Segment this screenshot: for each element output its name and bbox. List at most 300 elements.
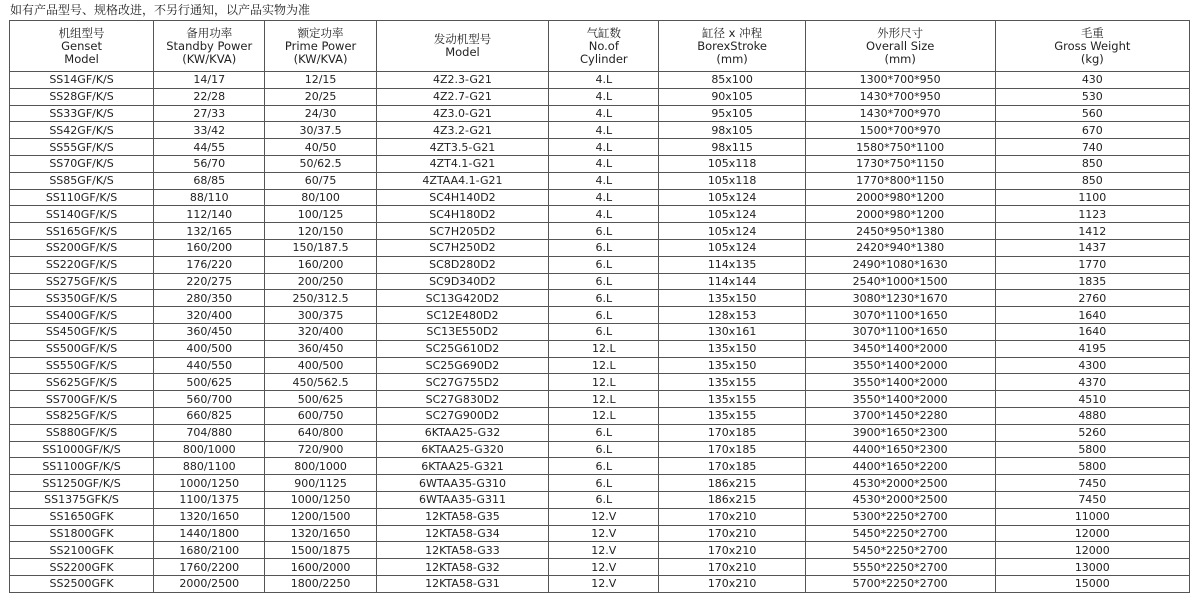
cell-cylinders: 12.V — [549, 575, 659, 592]
column-header-line: 机组型号 — [58, 25, 105, 40]
cell-gross-weight: 4300 — [995, 357, 1189, 374]
column-header-line: (mm) — [716, 51, 748, 66]
cell-engine-model: SC27G900D2 — [376, 407, 548, 424]
cell-prime-power: 200/250 — [265, 273, 376, 290]
table-row — [10, 323, 1190, 340]
cell-overall-size: 1500*700*970 — [805, 122, 995, 139]
column-header-prime-power — [265, 21, 376, 72]
cell-cylinders: 6.L — [549, 256, 659, 273]
cell-cylinders: 4.L — [549, 72, 659, 89]
cell-engine-model: SC13G420D2 — [376, 290, 548, 307]
cell-cylinders: 4.L — [549, 189, 659, 206]
cell-standby-power: 27/33 — [154, 105, 265, 122]
cell-prime-power: 80/100 — [265, 189, 376, 206]
cell-cylinders: 6.L — [549, 223, 659, 240]
cell-prime-power: 1800/2250 — [265, 575, 376, 592]
cell-overall-size: 3550*1400*2000 — [805, 357, 995, 374]
cell-overall-size: 3550*1400*2000 — [805, 374, 995, 391]
cell-cylinders: 6.L — [549, 307, 659, 324]
cell-gross-weight: 13000 — [995, 559, 1189, 576]
cell-bore-stroke: 170x210 — [659, 525, 805, 542]
cell-standby-power: 176/220 — [154, 256, 265, 273]
cell-gross-weight: 4370 — [995, 374, 1189, 391]
cell-standby-power: 704/880 — [154, 424, 265, 441]
cell-gross-weight: 15000 — [995, 575, 1189, 592]
cell-engine-model: 12KTA58-G34 — [376, 525, 548, 542]
column-header-cylinders — [549, 21, 659, 72]
cell-standby-power: 22/28 — [154, 88, 265, 105]
cell-gross-weight: 530 — [995, 88, 1189, 105]
cell-engine-model: SC4H180D2 — [376, 206, 548, 223]
cell-bore-stroke: 170x210 — [659, 508, 805, 525]
table-row — [10, 256, 1190, 273]
cell-overall-size: 3900*1650*2300 — [805, 424, 995, 441]
cell-prime-power: 1000/1250 — [265, 491, 376, 508]
cell-standby-power: 2000/2500 — [154, 575, 265, 592]
table-row — [10, 88, 1190, 105]
cell-standby-power: 68/85 — [154, 172, 265, 189]
cell-overall-size: 2450*950*1380 — [805, 223, 995, 240]
cell-engine-model: 6KTAA25-G32 — [376, 424, 548, 441]
cell-prime-power: 160/200 — [265, 256, 376, 273]
cell-model: SS70GF/K/S — [10, 155, 154, 172]
cell-overall-size: 5450*2250*2700 — [805, 542, 995, 559]
column-header-standby-power — [154, 21, 265, 72]
column-header-overall-size — [805, 21, 995, 72]
cell-overall-size: 5700*2250*2700 — [805, 575, 995, 592]
column-header-line: 备用功率 — [186, 25, 233, 40]
genset-spec-table — [9, 20, 1190, 593]
cell-engine-model: 12KTA58-G35 — [376, 508, 548, 525]
cell-prime-power: 360/450 — [265, 340, 376, 357]
cell-bore-stroke: 105x118 — [659, 155, 805, 172]
cell-prime-power: 250/312.5 — [265, 290, 376, 307]
cell-model: SS700GF/K/S — [10, 391, 154, 408]
cell-overall-size: 5300*2250*2700 — [805, 508, 995, 525]
cell-overall-size: 1300*700*950 — [805, 72, 995, 89]
cell-overall-size: 4400*1650*2300 — [805, 441, 995, 458]
cell-overall-size: 1730*750*1150 — [805, 155, 995, 172]
header-row — [10, 21, 1190, 72]
cell-prime-power: 20/25 — [265, 88, 376, 105]
cell-prime-power: 120/150 — [265, 223, 376, 240]
cell-engine-model: SC8D280D2 — [376, 256, 548, 273]
cell-gross-weight: 1412 — [995, 223, 1189, 240]
cell-bore-stroke: 170x210 — [659, 559, 805, 576]
cell-cylinders: 12.V — [549, 559, 659, 576]
cell-standby-power: 14/17 — [154, 72, 265, 89]
column-header-gross-weight — [995, 21, 1189, 72]
cell-bore-stroke: 170x185 — [659, 424, 805, 441]
cell-engine-model: 6WTAA35-G311 — [376, 491, 548, 508]
cell-bore-stroke: 130x161 — [659, 323, 805, 340]
cell-gross-weight: 5800 — [995, 458, 1189, 475]
cell-bore-stroke: 105x124 — [659, 206, 805, 223]
cell-cylinders: 4.L — [549, 206, 659, 223]
cell-standby-power: 660/825 — [154, 407, 265, 424]
table-row — [10, 72, 1190, 89]
cell-model: SS500GF/K/S — [10, 340, 154, 357]
cell-gross-weight: 12000 — [995, 525, 1189, 542]
cell-bore-stroke: 186x215 — [659, 475, 805, 492]
disclaimer-note: 如有产品型号、规格改进，不另行通知，以产品实物为准 — [10, 3, 311, 17]
cell-engine-model: 4ZTAA4.1-G21 — [376, 172, 548, 189]
cell-bore-stroke: 170x185 — [659, 441, 805, 458]
cell-cylinders: 4.L — [549, 172, 659, 189]
cell-bore-stroke: 85x100 — [659, 72, 805, 89]
cell-model: SS1100GF/K/S — [10, 458, 154, 475]
cell-prime-power: 12/15 — [265, 72, 376, 89]
cell-model: SS28GF/K/S — [10, 88, 154, 105]
cell-prime-power: 640/800 — [265, 424, 376, 441]
column-header-bore-stroke — [659, 21, 805, 72]
cell-gross-weight: 5800 — [995, 441, 1189, 458]
cell-cylinders: 12.V — [549, 525, 659, 542]
cell-model: SS1250GF/K/S — [10, 475, 154, 492]
cell-gross-weight: 2760 — [995, 290, 1189, 307]
cell-overall-size: 2000*980*1200 — [805, 189, 995, 206]
column-header-line: Genset — [61, 38, 102, 53]
cell-standby-power: 1000/1250 — [154, 475, 265, 492]
cell-overall-size: 3700*1450*2280 — [805, 407, 995, 424]
column-header-line: Model — [64, 51, 99, 66]
cell-cylinders: 6.L — [549, 239, 659, 256]
column-header-line: No.of — [588, 38, 619, 53]
cell-prime-power: 450/562.5 — [265, 374, 376, 391]
column-header-line: (kg) — [1080, 51, 1104, 66]
cell-gross-weight: 12000 — [995, 542, 1189, 559]
table-row — [10, 105, 1190, 122]
column-header-line: 外形尺寸 — [877, 25, 924, 40]
cell-standby-power: 160/200 — [154, 239, 265, 256]
cell-engine-model: 12KTA58-G31 — [376, 575, 548, 592]
cell-prime-power: 300/375 — [265, 307, 376, 324]
cell-gross-weight: 850 — [995, 172, 1189, 189]
column-header-line: 毛重 — [1080, 25, 1104, 40]
cell-bore-stroke: 128x153 — [659, 307, 805, 324]
cell-engine-model: 12KTA58-G33 — [376, 542, 548, 559]
cell-overall-size: 1580*750*1100 — [805, 139, 995, 156]
cell-gross-weight: 1437 — [995, 239, 1189, 256]
table-row — [10, 189, 1190, 206]
cell-bore-stroke: 170x185 — [659, 458, 805, 475]
table-row — [10, 458, 1190, 475]
cell-model: SS2100GFK — [10, 542, 154, 559]
table-row — [10, 374, 1190, 391]
cell-cylinders: 6.L — [549, 458, 659, 475]
cell-model: SS2500GFK — [10, 575, 154, 592]
table-row — [10, 155, 1190, 172]
cell-standby-power: 1760/2200 — [154, 559, 265, 576]
column-header-line: Overall Size — [865, 38, 935, 53]
cell-engine-model: SC12E480D2 — [376, 307, 548, 324]
cell-gross-weight: 850 — [995, 155, 1189, 172]
cell-model: SS2200GFK — [10, 559, 154, 576]
cell-standby-power: 400/500 — [154, 340, 265, 357]
cell-overall-size: 4530*2000*2500 — [805, 475, 995, 492]
column-header-model — [10, 21, 154, 72]
cell-prime-power: 150/187.5 — [265, 239, 376, 256]
cell-prime-power: 100/125 — [265, 206, 376, 223]
cell-model: SS42GF/K/S — [10, 122, 154, 139]
cell-model: SS1800GFK — [10, 525, 154, 542]
cell-overall-size: 1430*700*970 — [805, 105, 995, 122]
cell-gross-weight: 4195 — [995, 340, 1189, 357]
cell-overall-size: 1430*700*950 — [805, 88, 995, 105]
cell-gross-weight: 740 — [995, 139, 1189, 156]
cell-cylinders: 6.L — [549, 441, 659, 458]
cell-engine-model: SC27G755D2 — [376, 374, 548, 391]
cell-bore-stroke: 114x144 — [659, 273, 805, 290]
cell-standby-power: 280/350 — [154, 290, 265, 307]
table-header — [10, 21, 1190, 72]
cell-model: SS350GF/K/S — [10, 290, 154, 307]
cell-gross-weight: 5260 — [995, 424, 1189, 441]
cell-standby-power: 320/400 — [154, 307, 265, 324]
cell-bore-stroke: 135x155 — [659, 374, 805, 391]
cell-cylinders: 6.L — [549, 424, 659, 441]
cell-engine-model: SC25G690D2 — [376, 357, 548, 374]
cell-overall-size: 1770*800*1150 — [805, 172, 995, 189]
cell-prime-power: 600/750 — [265, 407, 376, 424]
cell-model: SS1650GFK — [10, 508, 154, 525]
cell-cylinders: 6.L — [549, 475, 659, 492]
column-header-line: 发动机型号 — [433, 32, 492, 46]
cell-bore-stroke: 105x124 — [659, 189, 805, 206]
cell-prime-power: 320/400 — [265, 323, 376, 340]
table-row — [10, 223, 1190, 240]
cell-prime-power: 24/30 — [265, 105, 376, 122]
cell-standby-power: 560/700 — [154, 391, 265, 408]
cell-engine-model: 12KTA58-G32 — [376, 559, 548, 576]
column-header-line: (KW/KVA) — [182, 51, 237, 66]
cell-bore-stroke: 105x118 — [659, 172, 805, 189]
cell-engine-model: 4ZT4.1-G21 — [376, 155, 548, 172]
cell-engine-model: SC27G830D2 — [376, 391, 548, 408]
cell-standby-power: 1320/1650 — [154, 508, 265, 525]
cell-gross-weight: 7450 — [995, 491, 1189, 508]
cell-gross-weight: 1123 — [995, 206, 1189, 223]
cell-overall-size: 2420*940*1380 — [805, 239, 995, 256]
cell-overall-size: 2490*1080*1630 — [805, 256, 995, 273]
cell-prime-power: 60/75 — [265, 172, 376, 189]
cell-cylinders: 12.V — [549, 542, 659, 559]
table-row — [10, 340, 1190, 357]
cell-standby-power: 1680/2100 — [154, 542, 265, 559]
cell-prime-power: 1500/1875 — [265, 542, 376, 559]
cell-prime-power: 40/50 — [265, 139, 376, 156]
cell-gross-weight: 4510 — [995, 391, 1189, 408]
cell-cylinders: 4.L — [549, 139, 659, 156]
cell-model: SS165GF/K/S — [10, 223, 154, 240]
table-row — [10, 424, 1190, 441]
cell-prime-power: 720/900 — [265, 441, 376, 458]
cell-gross-weight: 1835 — [995, 273, 1189, 290]
table-row — [10, 407, 1190, 424]
cell-engine-model: 4Z2.7-G21 — [376, 88, 548, 105]
cell-cylinders: 12.V — [549, 508, 659, 525]
table-row — [10, 575, 1190, 592]
column-header-engine-model — [376, 21, 548, 72]
cell-cylinders: 12.L — [549, 391, 659, 408]
table-row — [10, 357, 1190, 374]
cell-standby-power: 440/550 — [154, 357, 265, 374]
column-header-line: Model — [445, 45, 480, 59]
cell-engine-model: 4ZT3.5-G21 — [376, 139, 548, 156]
cell-model: SS14GF/K/S — [10, 72, 154, 89]
cell-bore-stroke: 105x124 — [659, 239, 805, 256]
cell-standby-power: 56/70 — [154, 155, 265, 172]
cell-model: SS275GF/K/S — [10, 273, 154, 290]
cell-bore-stroke: 186x215 — [659, 491, 805, 508]
cell-prime-power: 1320/1650 — [265, 525, 376, 542]
cell-gross-weight: 1640 — [995, 323, 1189, 340]
cell-cylinders: 6.L — [549, 491, 659, 508]
column-header-line: BorexStroke — [697, 38, 767, 53]
table-body — [10, 72, 1190, 593]
cell-cylinders: 12.L — [549, 340, 659, 357]
cell-cylinders: 12.L — [549, 357, 659, 374]
cell-engine-model: 4Z3.2-G21 — [376, 122, 548, 139]
cell-cylinders: 4.L — [549, 105, 659, 122]
cell-cylinders: 6.L — [549, 323, 659, 340]
cell-model: SS1000GF/K/S — [10, 441, 154, 458]
cell-overall-size: 2000*980*1200 — [805, 206, 995, 223]
cell-overall-size: 5450*2250*2700 — [805, 525, 995, 542]
cell-bore-stroke: 90x105 — [659, 88, 805, 105]
cell-model: SS55GF/K/S — [10, 139, 154, 156]
cell-prime-power: 1600/2000 — [265, 559, 376, 576]
cell-prime-power: 30/37.5 — [265, 122, 376, 139]
cell-prime-power: 50/62.5 — [265, 155, 376, 172]
cell-standby-power: 1440/1800 — [154, 525, 265, 542]
cell-standby-power: 360/450 — [154, 323, 265, 340]
cell-engine-model: 4Z2.3-G21 — [376, 72, 548, 89]
table-row — [10, 172, 1190, 189]
cell-model: SS450GF/K/S — [10, 323, 154, 340]
column-header-line: (mm) — [884, 51, 916, 66]
cell-standby-power: 33/42 — [154, 122, 265, 139]
cell-model: SS825GF/K/S — [10, 407, 154, 424]
cell-gross-weight: 560 — [995, 105, 1189, 122]
cell-model: SS400GF/K/S — [10, 307, 154, 324]
cell-overall-size: 4530*2000*2500 — [805, 491, 995, 508]
cell-overall-size: 5550*2250*2700 — [805, 559, 995, 576]
table-row — [10, 391, 1190, 408]
table-row — [10, 491, 1190, 508]
cell-overall-size: 2540*1000*1500 — [805, 273, 995, 290]
cell-engine-model: 6KTAA25-G321 — [376, 458, 548, 475]
table-row — [10, 508, 1190, 525]
table-row — [10, 206, 1190, 223]
cell-bore-stroke: 135x150 — [659, 357, 805, 374]
cell-cylinders: 12.L — [549, 407, 659, 424]
cell-gross-weight: 430 — [995, 72, 1189, 89]
cell-bore-stroke: 135x155 — [659, 407, 805, 424]
cell-engine-model: SC4H140D2 — [376, 189, 548, 206]
cell-overall-size: 3080*1230*1670 — [805, 290, 995, 307]
cell-cylinders: 12.L — [549, 374, 659, 391]
cell-model: SS625GF/K/S — [10, 374, 154, 391]
cell-prime-power: 500/625 — [265, 391, 376, 408]
cell-gross-weight: 4880 — [995, 407, 1189, 424]
cell-bore-stroke: 114x135 — [659, 256, 805, 273]
cell-prime-power: 400/500 — [265, 357, 376, 374]
cell-gross-weight: 11000 — [995, 508, 1189, 525]
cell-standby-power: 1100/1375 — [154, 491, 265, 508]
column-header-line: 气缸数 — [586, 25, 622, 40]
column-header-line: 缸径 x 冲程 — [702, 25, 763, 40]
column-header-line: 额定功率 — [297, 25, 344, 40]
cell-standby-power: 112/140 — [154, 206, 265, 223]
cell-bore-stroke: 95x105 — [659, 105, 805, 122]
cell-bore-stroke: 98x105 — [659, 122, 805, 139]
cell-model: SS1375GFK/S — [10, 491, 154, 508]
column-header-line: Prime Power — [284, 38, 357, 53]
column-header-line: (KW/KVA) — [293, 51, 348, 66]
cell-gross-weight: 1100 — [995, 189, 1189, 206]
table-row — [10, 441, 1190, 458]
cell-engine-model: SC9D340D2 — [376, 273, 548, 290]
cell-bore-stroke: 98x115 — [659, 139, 805, 156]
cell-bore-stroke: 135x150 — [659, 340, 805, 357]
cell-cylinders: 4.L — [549, 155, 659, 172]
cell-bore-stroke: 135x155 — [659, 391, 805, 408]
cell-cylinders: 4.L — [549, 88, 659, 105]
table-row — [10, 525, 1190, 542]
cell-prime-power: 1200/1500 — [265, 508, 376, 525]
cell-bore-stroke: 170x210 — [659, 542, 805, 559]
cell-engine-model: SC7H250D2 — [376, 239, 548, 256]
table-row — [10, 139, 1190, 156]
cell-engine-model: 6KTAA25-G320 — [376, 441, 548, 458]
cell-gross-weight: 670 — [995, 122, 1189, 139]
table-row — [10, 542, 1190, 559]
cell-standby-power: 132/165 — [154, 223, 265, 240]
column-header-line: Gross Weight — [1054, 38, 1131, 53]
cell-overall-size: 3450*1400*2000 — [805, 340, 995, 357]
cell-engine-model: SC13E550D2 — [376, 323, 548, 340]
cell-standby-power: 44/55 — [154, 139, 265, 156]
table-row — [10, 307, 1190, 324]
table-row — [10, 239, 1190, 256]
table-row — [10, 559, 1190, 576]
cell-bore-stroke: 170x210 — [659, 575, 805, 592]
cell-standby-power: 880/1100 — [154, 458, 265, 475]
cell-model: SS550GF/K/S — [10, 357, 154, 374]
cell-model: SS220GF/K/S — [10, 256, 154, 273]
cell-prime-power: 900/1125 — [265, 475, 376, 492]
cell-prime-power: 800/1000 — [265, 458, 376, 475]
cell-standby-power: 800/1000 — [154, 441, 265, 458]
cell-standby-power: 88/110 — [154, 189, 265, 206]
cell-overall-size: 3550*1400*2000 — [805, 391, 995, 408]
cell-overall-size: 3070*1100*1650 — [805, 323, 995, 340]
cell-engine-model: SC7H205D2 — [376, 223, 548, 240]
cell-model: SS110GF/K/S — [10, 189, 154, 206]
cell-engine-model: 6WTAA35-G310 — [376, 475, 548, 492]
cell-engine-model: SC25G610D2 — [376, 340, 548, 357]
cell-gross-weight: 1770 — [995, 256, 1189, 273]
cell-overall-size: 4400*1650*2200 — [805, 458, 995, 475]
cell-cylinders: 4.L — [549, 122, 659, 139]
cell-bore-stroke: 135x150 — [659, 290, 805, 307]
cell-model: SS880GF/K/S — [10, 424, 154, 441]
cell-gross-weight: 1640 — [995, 307, 1189, 324]
table-row — [10, 475, 1190, 492]
cell-gross-weight: 7450 — [995, 475, 1189, 492]
cell-bore-stroke: 105x124 — [659, 223, 805, 240]
